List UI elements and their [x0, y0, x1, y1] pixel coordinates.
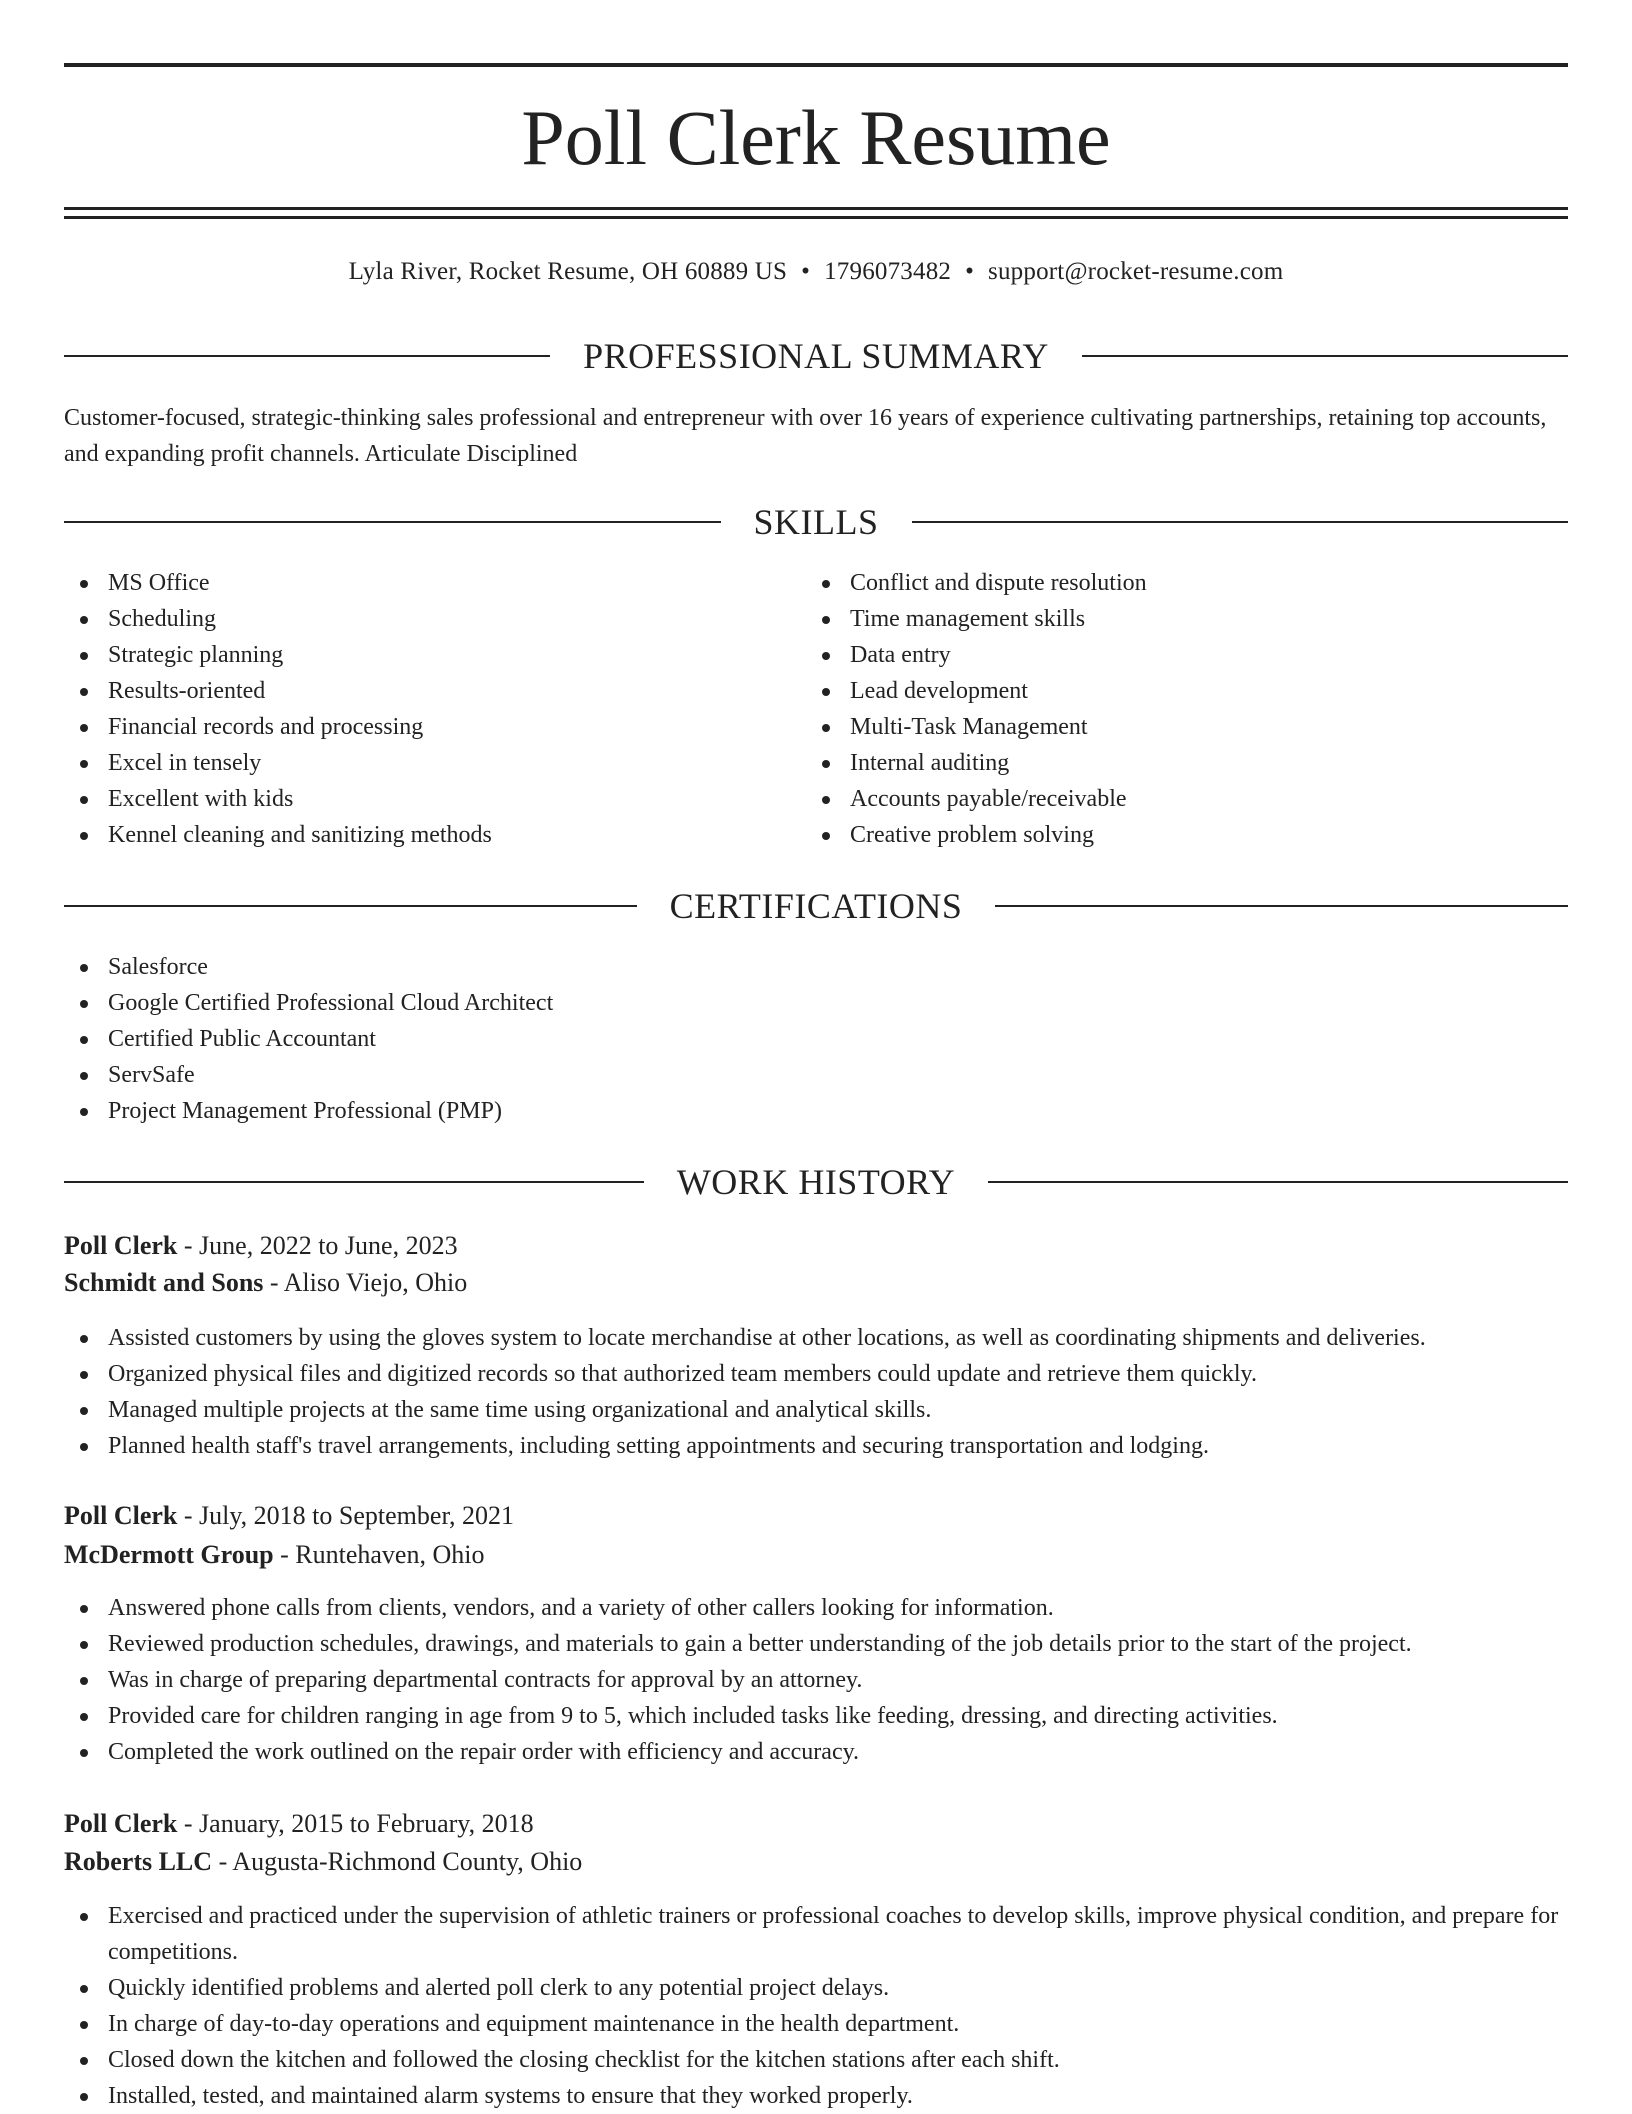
summary-heading: [64, 334, 1568, 378]
job-bullet: Quickly identified problems and alerted poll clerk to any potential project delays.: [64, 1970, 1568, 2006]
contact-email: support@rocket-resume.com: [988, 258, 1284, 285]
heading-rule-left: [64, 1181, 644, 1183]
heading-rule-right: [988, 1181, 1568, 1183]
skill-item: Accounts payable/receivable: [806, 781, 1566, 817]
job-company-line: [64, 1536, 1568, 1574]
skill-item: Multi-Task Management: [806, 709, 1566, 745]
skill-item: Excel in tensely: [64, 745, 804, 781]
job-bullet: Reviewed production schedules, drawings, and materials to gain a better understanding of the job details prior to the start of the project.: [64, 1626, 1568, 1662]
contact-address: Lyla River, Rocket Resume, OH 60889 US: [348, 258, 788, 285]
job-title: Poll Clerk: [64, 1231, 178, 1260]
skills-list-left: [64, 565, 804, 853]
certification-item: Certified Public Accountant: [64, 1021, 1568, 1057]
job-location: - Runtehaven, Ohio: [273, 1540, 485, 1569]
job-title-line: [64, 1227, 1568, 1265]
job-company: Schmidt and Sons: [64, 1268, 264, 1297]
skill-item: Scheduling: [64, 601, 804, 637]
job-company-line: [64, 1264, 1568, 1302]
certifications-heading: [64, 884, 1568, 928]
skill-item: Creative problem solving: [806, 817, 1566, 853]
job-bullet: Was in charge of preparing departmental contracts for approval by an attorney.: [64, 1662, 1568, 1698]
job-bullet: Completed the work outlined on the repair order with efficiency and accuracy.: [64, 1734, 1568, 1770]
heading-rule-right: [1082, 355, 1568, 357]
job-bullet: Managed multiple projects at the same time using organizational and analytical skills.: [64, 1392, 1568, 1428]
skills-heading-label: SKILLS: [753, 502, 879, 542]
certification-item: Salesforce: [64, 949, 1568, 985]
heading-rule-right: [995, 905, 1568, 907]
job-bullet: Installed, tested, and maintained alarm systems to ensure that they worked properly.: [64, 2078, 1568, 2114]
skill-item: Internal auditing: [806, 745, 1566, 781]
summary-text: Customer-focused, strategic-thinking sales professional and entrepreneur with over 16 years of experience cultivating partnerships, retaining top accounts, and expanding profit channels. Articulate Disciplined: [64, 405, 1547, 467]
skill-item: Conflict and dispute resolution: [806, 565, 1566, 601]
job-dates: - July, 2018 to September, 2021: [177, 1501, 515, 1530]
job-company: McDermott Group: [64, 1540, 274, 1569]
job-location: - Augusta-Richmond County, Ohio: [212, 1847, 583, 1876]
job-title: Poll Clerk: [64, 1501, 178, 1530]
skill-item: Lead development: [806, 673, 1566, 709]
top-rule: [64, 63, 1568, 67]
work-history-heading: [64, 1160, 1568, 1204]
skill-item: MS Office: [64, 565, 804, 601]
skill-item: Results-oriented: [64, 673, 804, 709]
page-title: Poll Clerk Resume: [521, 94, 1111, 181]
job-bullet: Closed down the kitchen and followed the closing checklist for the kitchen stations after each shift.: [64, 2042, 1568, 2078]
job-bullet: In charge of day-to-day operations and equipment maintenance in the health department.: [64, 2006, 1568, 2042]
certifications-heading-label: CERTIFICATIONS: [669, 886, 963, 926]
job-title-line: [64, 1805, 1568, 1843]
job-bullets: [64, 1898, 1568, 2114]
contact-phone: 1796073482: [824, 258, 952, 285]
job-company-line: [64, 1843, 1568, 1881]
certification-item: ServSafe: [64, 1057, 1568, 1093]
heading-rule-left: [64, 521, 721, 523]
skill-item: Data entry: [806, 637, 1566, 673]
certification-item: Google Certified Professional Cloud Architect: [64, 985, 1568, 1021]
skills-list-right: [806, 565, 1566, 853]
job-bullet: Provided care for children ranging in age from 9 to 5, which included tasks like feeding, dressing, and directing activities.: [64, 1698, 1568, 1734]
contact-line: [64, 254, 1568, 290]
heading-rule-left: [64, 905, 637, 907]
certifications-list: [64, 949, 1568, 1129]
job-bullet: Organized physical files and digitized records so that authorized team members could update and retrieve them quickly.: [64, 1356, 1568, 1392]
heading-rule-right: [912, 521, 1569, 523]
job-dates: - June, 2022 to June, 2023: [177, 1231, 458, 1260]
job-bullet: Assisted customers by using the gloves system to locate merchandise at other locations, as well as coordinating shipments and deliveries.: [64, 1320, 1568, 1356]
job-dates: - January, 2015 to February, 2018: [177, 1809, 534, 1838]
job-bullet: Exercised and practiced under the supervision of athletic trainers or professional coaches to develop skills, improve physical condition, and prepare for competitions.: [64, 1898, 1568, 1970]
job-bullets: [64, 1320, 1568, 1464]
job-bullet: Answered phone calls from clients, vendors, and a variety of other callers looking for information.: [64, 1590, 1568, 1626]
summary-heading-label: PROFESSIONAL SUMMARY: [583, 336, 1049, 376]
skill-item: Financial records and processing: [64, 709, 804, 745]
contact-separator: •: [801, 258, 811, 285]
contact-separator: •: [965, 258, 975, 285]
title-double-rule: [64, 207, 1568, 219]
skill-item: Time management skills: [806, 601, 1566, 637]
skill-item: Strategic planning: [64, 637, 804, 673]
skills-heading: [64, 500, 1568, 544]
heading-rule-left: [64, 355, 550, 357]
job-company: Roberts LLC: [64, 1847, 213, 1876]
job-bullets: [64, 1590, 1568, 1770]
skill-item: Kennel cleaning and sanitizing methods: [64, 817, 804, 853]
job-title-line: [64, 1497, 1568, 1535]
job-title: Poll Clerk: [64, 1809, 178, 1838]
certification-item: Project Management Professional (PMP): [64, 1093, 1568, 1129]
skill-item: Excellent with kids: [64, 781, 804, 817]
job-location: - Aliso Viejo, Ohio: [263, 1268, 468, 1297]
job-bullet: Planned health staff's travel arrangements, including setting appointments and securing transportation and lodging.: [64, 1428, 1568, 1464]
work-history-heading-label: WORK HISTORY: [676, 1162, 956, 1202]
